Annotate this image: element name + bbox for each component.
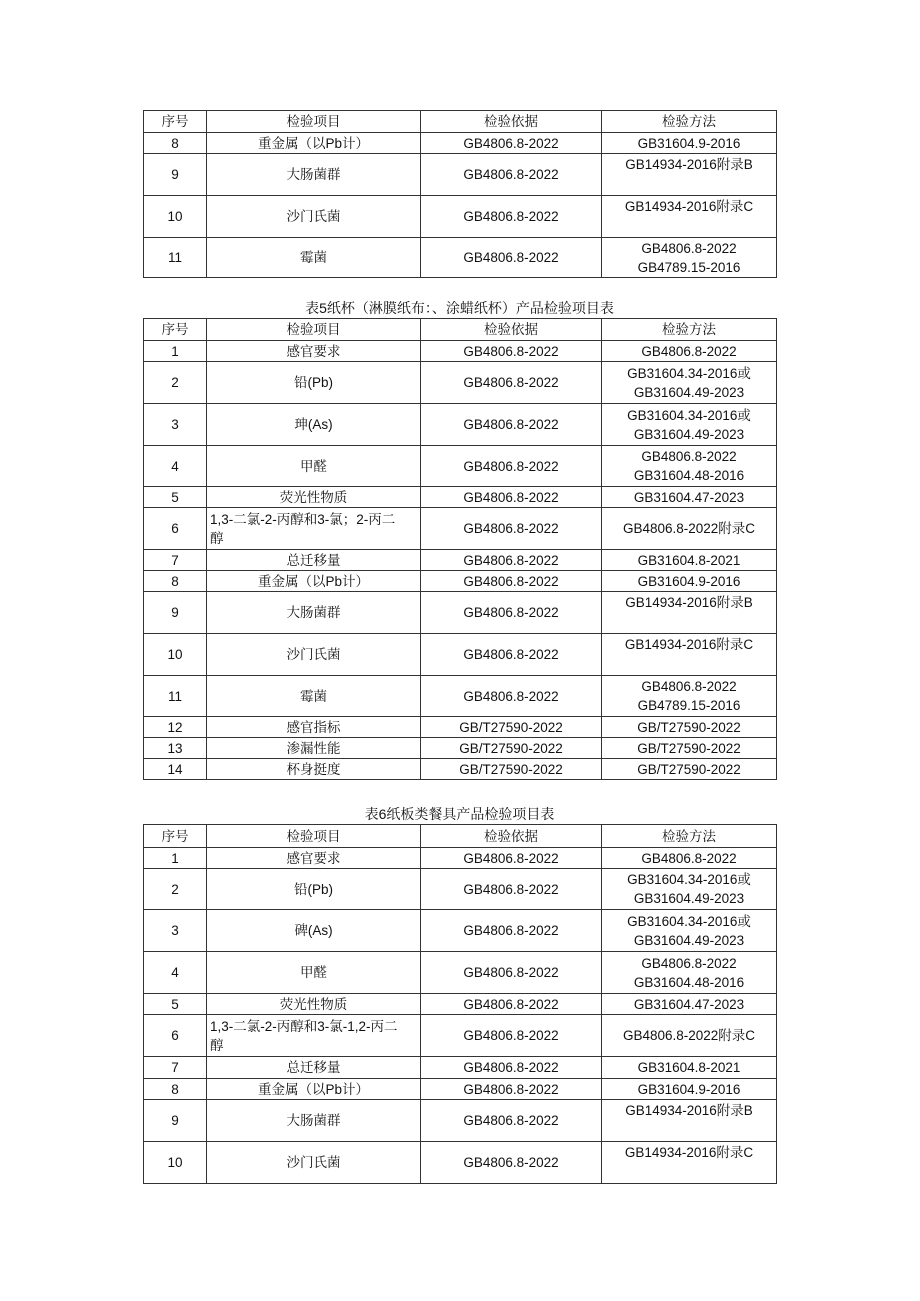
cell-no: 5 (144, 994, 207, 1015)
header-no: 序号 (144, 319, 207, 341)
cell-method: GB14934-2016附录B (602, 592, 777, 634)
cell-no: 14 (144, 759, 207, 780)
cell-method: GB/T27590-2022 (602, 759, 777, 780)
cell-no: 9 (144, 592, 207, 634)
cell-basis: GB4806.8-2022 (421, 848, 602, 869)
table-row (144, 759, 777, 780)
cell-no: 12 (144, 717, 207, 738)
cell-basis: GB4806.8-2022 (421, 362, 602, 404)
table-continued (143, 110, 777, 278)
cell-basis: GB4806.8-2022 (421, 994, 602, 1015)
cell-item: 大肠菌群 (207, 154, 421, 196)
cell-method: GB31604.34-2016或 GB31604.49-2023 (602, 910, 777, 952)
cell-item: 总迁移量 (207, 1057, 421, 1079)
header-no: 序号 (144, 825, 207, 848)
cell-basis: GB4806.8-2022 (421, 1015, 602, 1057)
cell-basis: GB4806.8-2022 (421, 446, 602, 487)
table-row (144, 676, 777, 717)
cell-no: 10 (144, 634, 207, 676)
cell-item: 沙门氏菌 (207, 196, 421, 238)
cell-basis: GB4806.8-2022 (421, 404, 602, 446)
cell-basis: GB4806.8-2022 (421, 634, 602, 676)
header-method: 检验方法 (602, 319, 777, 341)
table-row (144, 848, 777, 869)
cell-item: 杯身挺度 (207, 759, 421, 780)
table-row (144, 238, 777, 278)
cell-method: GB4806.8-2022 GB4789.15-2016 (602, 676, 777, 717)
header-method: 检验方法 (602, 111, 777, 133)
cell-item: 感官要求 (207, 341, 421, 362)
table-row (144, 571, 777, 592)
cell-no: 13 (144, 738, 207, 759)
table-row (144, 1100, 777, 1142)
cell-basis: GB4806.8-2022 (421, 1079, 602, 1100)
cell-method: GB31604.8-2021 (602, 1057, 777, 1079)
cell-item: 感官指标 (207, 717, 421, 738)
cell-basis: GB/T27590-2022 (421, 717, 602, 738)
cell-no: 9 (144, 1100, 207, 1142)
header-row (144, 825, 777, 848)
table-row (144, 341, 777, 362)
table-row (144, 869, 777, 910)
cell-no: 1 (144, 848, 207, 869)
cell-no: 11 (144, 238, 207, 278)
cell-method: GB31604.47-2023 (602, 487, 777, 508)
cell-no: 6 (144, 1015, 207, 1057)
cell-method: GB4806.8-2022 (602, 341, 777, 362)
table5-title: 表5纸杯（淋膜纸布：、涂蜡纸杯）产品检验项目表 (305, 300, 614, 316)
cell-basis: GB4806.8-2022 (421, 952, 602, 994)
cell-item: 铅(Pb) (207, 362, 421, 404)
table-row (144, 994, 777, 1015)
cell-basis: GB4806.8-2022 (421, 571, 602, 592)
table-row (144, 196, 777, 238)
cell-item: 大肠菌群 (207, 592, 421, 634)
cell-item: 霉菌 (207, 238, 421, 278)
cell-method: GB31604.8-2021 (602, 550, 777, 571)
cell-basis: GB4806.8-2022 (421, 676, 602, 717)
cell-item: 1,3-二氯-2-丙醇和3-氯-1,2-丙二 醇 (207, 1015, 421, 1057)
cell-method: GB4806.8-2022 GB31604.48-2016 (602, 446, 777, 487)
table-row (144, 362, 777, 404)
table-row (144, 952, 777, 994)
table-row (144, 592, 777, 634)
cell-no: 4 (144, 446, 207, 487)
table-row (144, 154, 777, 196)
table-row (144, 508, 777, 550)
table5 (143, 318, 777, 780)
cell-no: 7 (144, 1057, 207, 1079)
cell-item: 1,3-二氯-2-丙醇和3-氯；2-丙二 醇 (207, 508, 421, 550)
cell-item: 感官要求 (207, 848, 421, 869)
cell-basis: GB/T27590-2022 (421, 738, 602, 759)
cell-method: GB14934-2016附录C (602, 1142, 777, 1184)
table6-title: 表6纸板类餐具产品检验项目表 (364, 806, 555, 822)
cell-item: 荧光性物质 (207, 487, 421, 508)
table-row (144, 446, 777, 487)
table6 (143, 824, 777, 1184)
cell-item: 荧光性物质 (207, 994, 421, 1015)
table-row (144, 1142, 777, 1184)
header-item: 检验项目 (207, 319, 421, 341)
cell-method: GB31604.9-2016 (602, 1079, 777, 1100)
cell-method: GB31604.9-2016 (602, 133, 777, 154)
cell-method: GB31604.34-2016或 GB31604.49-2023 (602, 869, 777, 910)
table-row (144, 1057, 777, 1079)
cell-no: 8 (144, 1079, 207, 1100)
cell-no: 7 (144, 550, 207, 571)
cell-item: 甲醛 (207, 952, 421, 994)
table-row (144, 717, 777, 738)
header-item: 检验项目 (207, 111, 421, 133)
cell-basis: GB4806.8-2022 (421, 1057, 602, 1079)
cell-basis: GB4806.8-2022 (421, 869, 602, 910)
cell-item: 渗漏性能 (207, 738, 421, 759)
header-row (144, 319, 777, 341)
header-row (144, 111, 777, 133)
cell-no: 6 (144, 508, 207, 550)
cell-method: GB4806.8-2022附录C (602, 508, 777, 550)
cell-item: 碑(As) (207, 910, 421, 952)
table-row (144, 487, 777, 508)
cell-method: GB31604.47-2023 (602, 994, 777, 1015)
cell-method: GB31604.34-2016或 GB31604.49-2023 (602, 362, 777, 404)
cell-item: 大肠菌群 (207, 1100, 421, 1142)
cell-method: GB4806.8-2022 GB31604.48-2016 (602, 952, 777, 994)
cell-item: 重金属（以Pb计） (207, 1079, 421, 1100)
cell-method: GB31604.34-2016或 GB31604.49-2023 (602, 404, 777, 446)
cell-no: 11 (144, 676, 207, 717)
table-row (144, 404, 777, 446)
cell-method: GB14934-2016附录B (602, 1100, 777, 1142)
header-basis: 检验依据 (421, 111, 602, 133)
cell-method: GB14934-2016附录C (602, 196, 777, 238)
cell-basis: GB4806.8-2022 (421, 341, 602, 362)
cell-method: GB4806.8-2022 (602, 848, 777, 869)
cell-method: GB/T27590-2022 (602, 738, 777, 759)
cell-basis: GB4806.8-2022 (421, 1100, 602, 1142)
cell-no: 10 (144, 1142, 207, 1184)
cell-item: 沙门氏菌 (207, 1142, 421, 1184)
cell-basis: GB4806.8-2022 (421, 196, 602, 238)
cell-method: GB4806.8-2022 GB4789.15-2016 (602, 238, 777, 278)
cell-item: 甲醛 (207, 446, 421, 487)
cell-no: 8 (144, 571, 207, 592)
cell-no: 2 (144, 869, 207, 910)
header-basis: 检验依据 (421, 319, 602, 341)
cell-method: GB14934-2016附录B (602, 154, 777, 196)
cell-no: 5 (144, 487, 207, 508)
table-row (144, 1079, 777, 1100)
cell-no: 10 (144, 196, 207, 238)
cell-no: 9 (144, 154, 207, 196)
table-row (144, 634, 777, 676)
cell-item: 沙门氏菌 (207, 634, 421, 676)
cell-no: 3 (144, 910, 207, 952)
cell-item: 珅(As) (207, 404, 421, 446)
cell-basis: GB4806.8-2022 (421, 487, 602, 508)
cell-item: 铅(Pb) (207, 869, 421, 910)
cell-no: 1 (144, 341, 207, 362)
cell-no: 8 (144, 133, 207, 154)
table-row (144, 738, 777, 759)
cell-basis: GB4806.8-2022 (421, 550, 602, 571)
header-basis: 检验依据 (421, 825, 602, 848)
cell-method: GB14934-2016附录C (602, 634, 777, 676)
cell-method: GB31604.9-2016 (602, 571, 777, 592)
cell-basis: GB4806.8-2022 (421, 238, 602, 278)
cell-method: GB4806.8-2022附录C (602, 1015, 777, 1057)
header-item: 检验项目 (207, 825, 421, 848)
cell-item: 重金属（以Pb计） (207, 571, 421, 592)
cell-item: 重金属（以Pb计） (207, 133, 421, 154)
cell-basis: GB4806.8-2022 (421, 1142, 602, 1184)
cell-basis: GB4806.8-2022 (421, 133, 602, 154)
header-no: 序号 (144, 111, 207, 133)
cell-basis: GB4806.8-2022 (421, 910, 602, 952)
table-row (144, 1015, 777, 1057)
header-method: 检验方法 (602, 825, 777, 848)
cell-item: 总迁移量 (207, 550, 421, 571)
cell-no: 3 (144, 404, 207, 446)
table-row (144, 910, 777, 952)
table-row (144, 550, 777, 571)
cell-basis: GB4806.8-2022 (421, 508, 602, 550)
cell-item: 霉菌 (207, 676, 421, 717)
cell-no: 4 (144, 952, 207, 994)
table-row (144, 133, 777, 154)
cell-no: 2 (144, 362, 207, 404)
cell-method: GB/T27590-2022 (602, 717, 777, 738)
cell-basis: GB4806.8-2022 (421, 154, 602, 196)
cell-basis: GB/T27590-2022 (421, 759, 602, 780)
cell-basis: GB4806.8-2022 (421, 592, 602, 634)
